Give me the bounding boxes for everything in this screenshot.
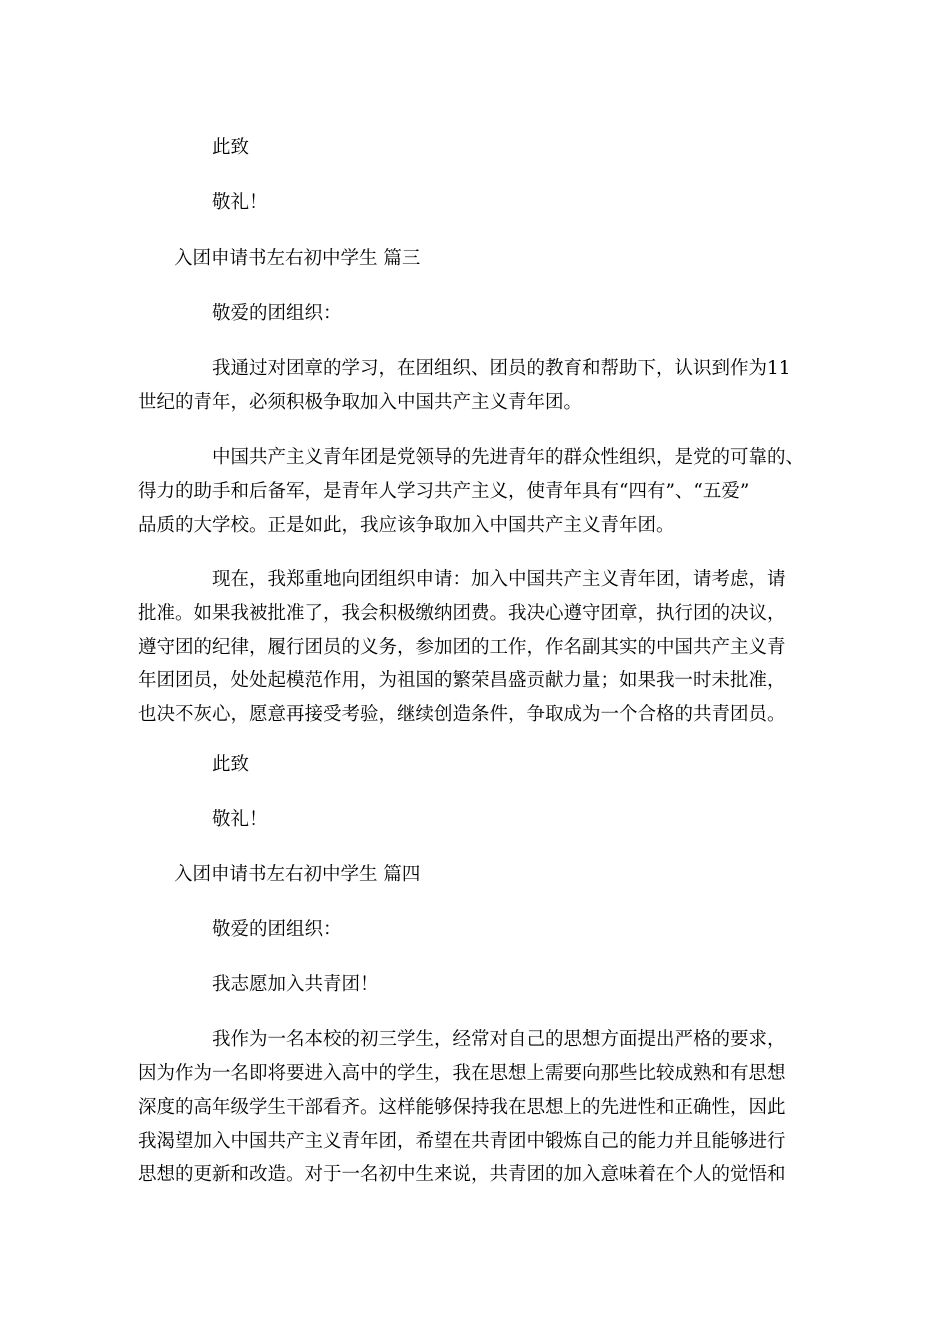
paragraph-line: 遵守团的纪律，履行团员的义务，参加团的工作，作名副其实的中国共产主义青	[138, 637, 786, 658]
paragraph-line: 我通过对团章的学习，在团组织、团员的教育和帮助下，认识到作为11	[212, 358, 791, 379]
paragraph-line: 深度的高年级学生干部看齐。这样能够保持我在思想上的先进性和正确性，因此	[138, 1097, 786, 1118]
paragraph-line: 因为作为一名即将要进入高中的学生，我在思想上需要向那些比较成熟和有思想	[138, 1063, 786, 1084]
paragraph-line: 世纪的青年，必须积极争取加入中国共产主义青年团。	[138, 392, 583, 413]
paragraph-line: 现在，我郑重地向团组织申请：加入中国共产主义青年团，请考虑，请	[212, 569, 786, 590]
paragraph-line: 品质的大学校。正是如此，我应该争取加入中国共产主义青年团。	[138, 515, 675, 536]
section-heading: 入团申请书左右初中学生 篇四	[174, 864, 421, 885]
closing-text: 此致	[212, 137, 250, 158]
salute-text: 敬礼！	[212, 809, 268, 830]
paragraph-line: 年团团员，处处起模范作用，为祖国的繁荣昌盛贡献力量；如果我一时未批准，	[138, 670, 786, 691]
paragraph-line: 我作为一名本校的初三学生，经常对自己的思想方面提出严格的要求，	[212, 1029, 786, 1050]
greeting-text: 敬爱的团组织：	[212, 303, 342, 324]
paragraph-line: 我渴望加入中国共产主义青年团，希望在共青团中锻炼自己的能力并且能够进行	[138, 1131, 786, 1152]
closing-text: 此致	[212, 754, 250, 775]
paragraph-line: 思想的更新和改造。对于一名初中生来说，共青团的加入意味着在个人的觉悟和	[138, 1164, 786, 1185]
paragraph-line: 批准。如果我被批准了，我会积极缴纳团费。我决心遵守团章，执行团的决议，	[138, 603, 786, 624]
greeting-text: 敬爱的团组织：	[212, 919, 342, 940]
paragraph-line: 得力的助手和后备军，是青年人学习共产主义，使青年具有“四有”、“五爱”	[138, 481, 750, 502]
section-heading: 入团申请书左右初中学生 篇三	[174, 248, 421, 269]
paragraph-line: 中国共产主义青年团是党领导的先进青年的群众性组织，是党的可靠的、	[212, 447, 805, 468]
paragraph-line: 也决不灰心，愿意再接受考验，继续创造条件，争取成为一个合格的共青团员。	[138, 704, 786, 725]
paragraph-line: 我志愿加入共青团！	[212, 974, 379, 995]
salute-text: 敬礼！	[212, 192, 268, 213]
